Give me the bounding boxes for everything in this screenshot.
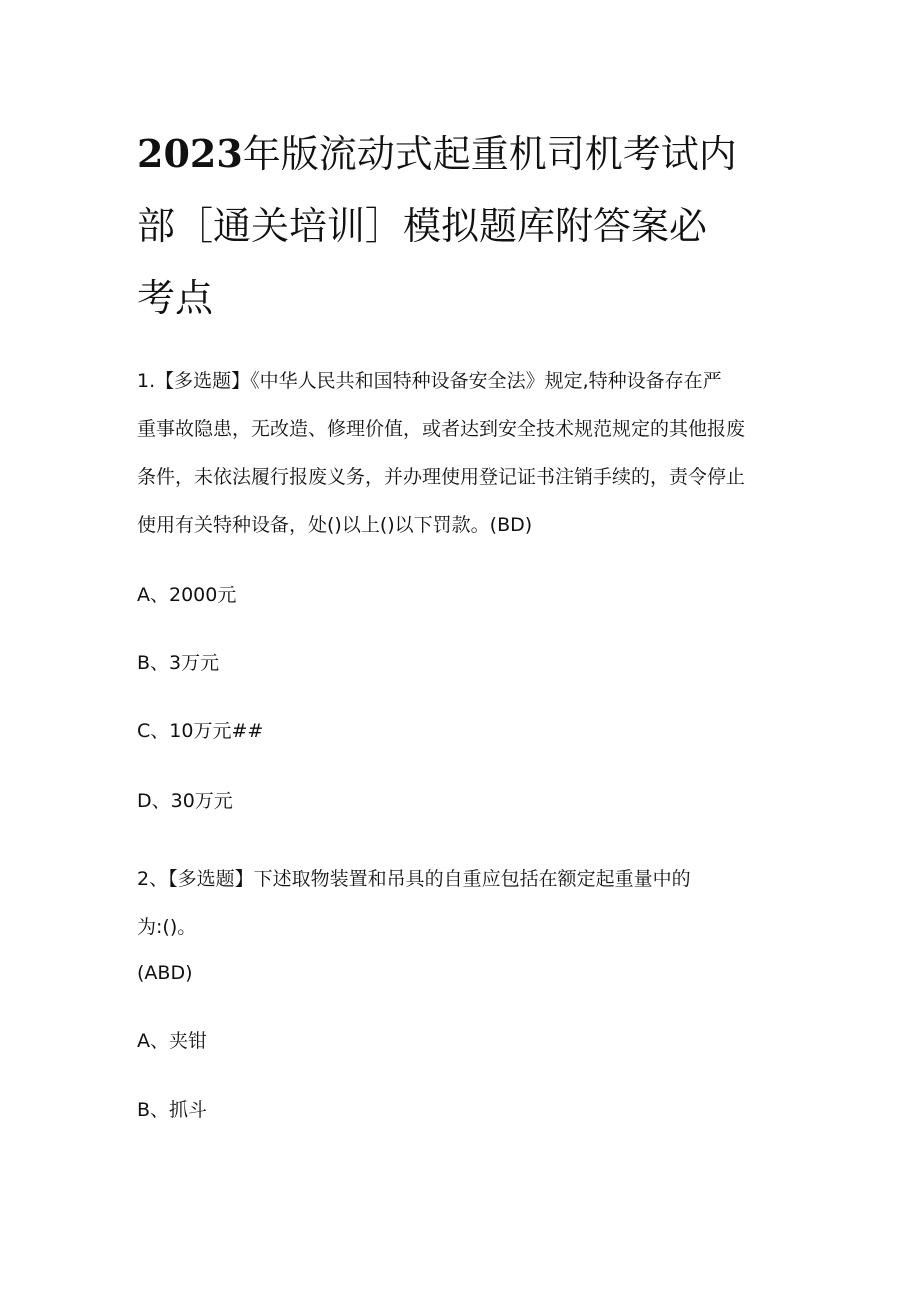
question-2-stem [137, 855, 797, 951]
title-year: 2023 [137, 131, 243, 176]
question-1-option-a: A、2000元 [137, 584, 237, 606]
question-1-option-b: B、3万元 [137, 652, 220, 674]
title-line-1: 2023年版流动式起重机司机考试内 [137, 131, 737, 176]
title-line-3: 考点 [137, 276, 214, 320]
question-2-answer: (ABD) [137, 962, 193, 984]
question-2-option-a: A、夹钳 [137, 1030, 207, 1052]
question-1-option-c: C、10万元## [137, 720, 264, 742]
question-1-line-1: 1.【多选题】《中华人民共和国特种设备安全法》规定,特种设备存在严 [137, 370, 722, 392]
question-1-line-2: 重事故隐患，无改造、修理价值，或者达到安全技术规范规定的其他报废 [137, 418, 746, 440]
document-title [137, 118, 797, 334]
question-2-line-1: 2、【多选题】下述取物装置和吊具的自重应包括在额定起重量中的 [137, 868, 691, 890]
question-1-line-4: 使用有关特种设备，处()以上()以下罚款。(BD) [137, 514, 533, 536]
question-2-line-2: 为:()。 [137, 916, 197, 938]
question-2-option-b: B、抓斗 [137, 1099, 208, 1121]
question-1-line-3: 条件，未依法履行报废义务，并办理使用登记证书注销手续的，责令停止 [137, 466, 746, 488]
title-line-2: 部［通关培训］模拟题库附答案必 [137, 204, 708, 248]
question-1-stem [137, 357, 797, 549]
question-1-option-d: D、30万元 [137, 790, 233, 812]
